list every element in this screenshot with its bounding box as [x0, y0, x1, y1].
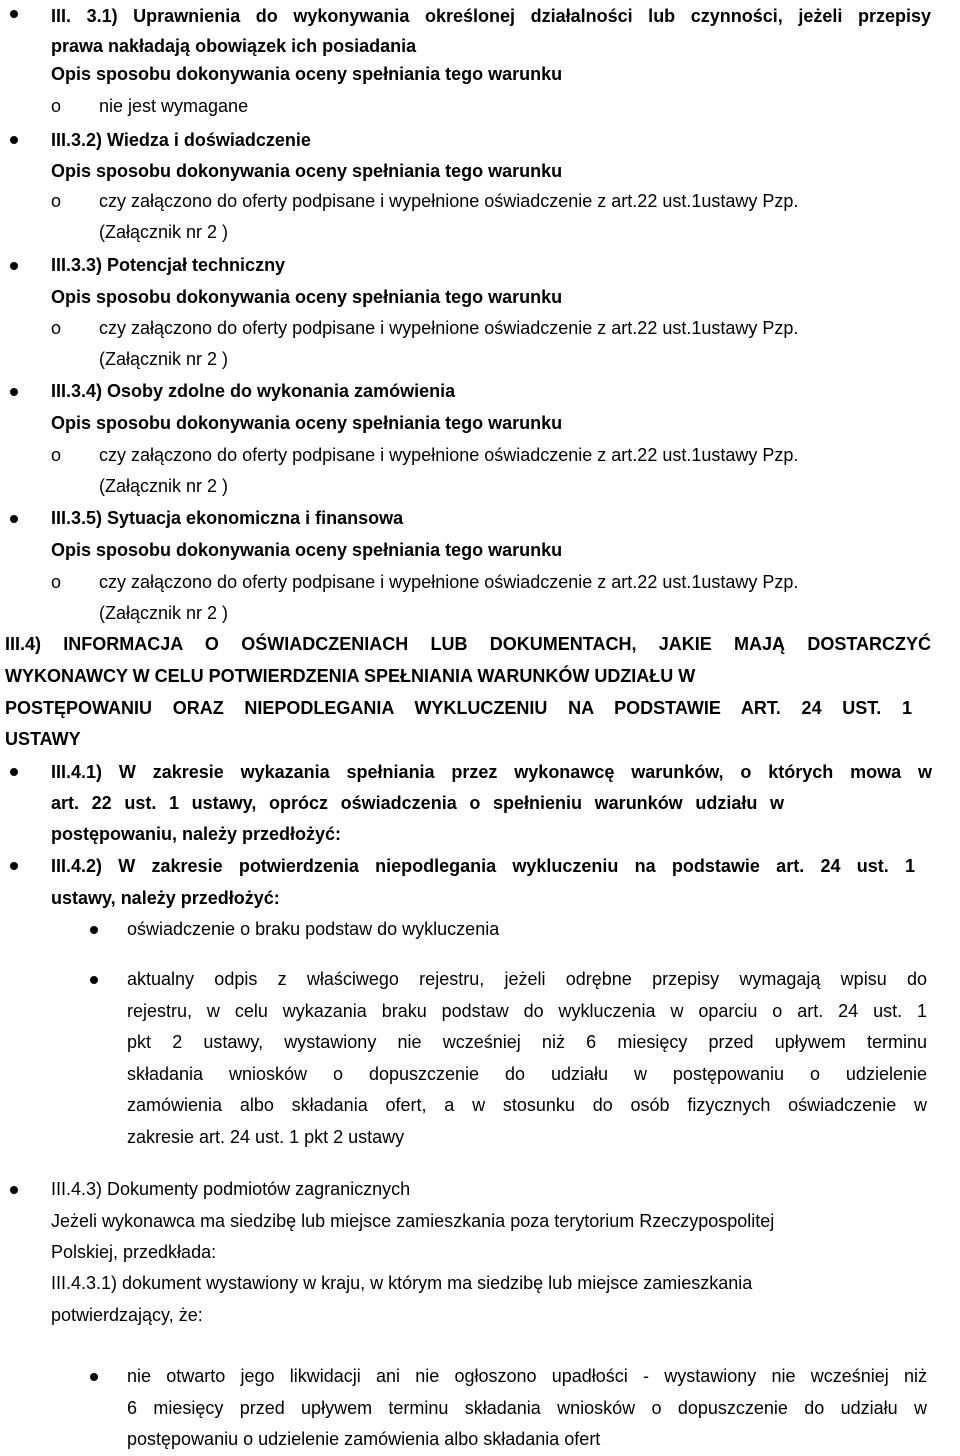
- list-item-line: pkt 2 ustawy, wystawiony nie wcześniej niż 6 miesięcy przed upływem terminu: [127, 1032, 927, 1052]
- bullet-icon: [10, 515, 18, 523]
- criteria-label: Opis sposobu dokonywania oceny spełniania tego warunku: [51, 540, 563, 560]
- heading-line: III.4) INFORMACJA O OŚWIADCZENIACH LUB DOKUMENTACH, JAKIE MAJĄ DOSTARCZYĆ: [5, 634, 931, 654]
- list-item-line: 6 miesięcy przed upływem terminu składania wniosków o dopuszczenie do udziału w: [127, 1397, 927, 1418]
- section-title-cont: prawa nakładają obowiązek ich posiadania: [51, 36, 417, 56]
- section-title: III.3.5) Sytuacja ekonomiczna i finansowa: [51, 508, 404, 528]
- list-item: [127, 1361, 927, 1456]
- criteria-item-cont: (Załącznik nr 2 ): [99, 603, 229, 623]
- bullet-icon: [10, 10, 18, 18]
- section-text: ustawy, należy przedłożyć:: [51, 888, 280, 908]
- section-text: art. 22 ust. 1 ustawy, oprócz oświadczenia o spełnieniu warunków udziału w: [51, 793, 784, 813]
- bullet-icon: [10, 388, 18, 396]
- list-item-line: nie otwarto jego likwidacji ani nie ogłoszono upadłości - wystawiony nie wcześniej niż: [127, 1366, 927, 1386]
- bullet-icon: [10, 1186, 18, 1194]
- list-item-line: aktualny odpis z właściwego rejestru, jeżeli odrębne przepisy wymagają wpisu do: [127, 969, 927, 989]
- section-title: III.3.4) Osoby zdolne do wykonania zamówienia: [51, 381, 456, 401]
- section-text: postępowaniu, należy przedłożyć:: [51, 824, 342, 844]
- criteria-label: Opis sposobu dokonywania oceny spełniania tego warunku: [51, 161, 563, 181]
- bullet-icon: [10, 136, 18, 144]
- list-item-line: zakresie art. 24 ust. 1 pkt 2 ustawy: [127, 1126, 405, 1147]
- list-item: oświadczenie o braku podstaw do wykluczenia: [127, 919, 500, 939]
- bullet-icon: [10, 768, 18, 776]
- heading-line: POSTĘPOWANIU ORAZ NIEPODLEGANIA WYKLUCZENIU NA PODSTAWIE ART. 24 UST. 1: [5, 698, 912, 718]
- criteria-label: Opis sposobu dokonywania oceny spełniania tego warunku: [51, 287, 563, 307]
- criteria-item-cont: (Załącznik nr 2 ): [99, 222, 229, 242]
- bullet-icon: [90, 926, 98, 934]
- criteria-item: czy załączono do oferty podpisane i wypełnione oświadczenie z art.22 ust.1ustawy Pzp.: [99, 191, 799, 211]
- list-item-line: zamówienia albo składania ofert, a w stosunku do osób fizycznych oświadczenie w: [127, 1095, 927, 1115]
- bullet-icon: [10, 262, 18, 270]
- section-title: III.4.3) Dokumenty podmiotów zagranicznych: [51, 1179, 411, 1199]
- section-text: potwierdzający, że:: [51, 1305, 203, 1325]
- list-item-line: rejestru, w celu wykazania braku podstaw do wykluczenia w oparciu o art. 24 ust. 1: [127, 1000, 927, 1021]
- section-text: III.4.2) W zakresie potwierdzenia niepodlegania wykluczeniu na podstawie art. 24 ust. 1: [51, 856, 915, 876]
- bullet-icon: [10, 862, 18, 870]
- section-title: III.3.3) Potencjał techniczny: [51, 255, 286, 275]
- bullet-icon: [90, 1373, 98, 1381]
- section-text: Polskiej, przedkłada:: [51, 1242, 217, 1262]
- criteria-item-cont: (Załącznik nr 2 ): [99, 476, 229, 496]
- item-marker: o: [51, 191, 62, 211]
- criteria-label: Opis sposobu dokonywania oceny spełniania tego warunku: [51, 64, 563, 84]
- item-marker: o: [51, 96, 62, 116]
- criteria-item: nie jest wymagane: [99, 96, 249, 116]
- criteria-label: Opis sposobu dokonywania oceny spełniania tego warunku: [51, 413, 563, 433]
- item-marker: o: [51, 572, 62, 592]
- bullet-icon: [90, 976, 98, 984]
- list-item-line: składania wniosków o dopuszczenie do udziału w postępowaniu o udzielenie: [127, 1063, 927, 1084]
- list-item: [127, 964, 927, 1153]
- heading-line: USTAWY: [5, 729, 81, 749]
- section-text: III.4.3.1) dokument wystawiony w kraju, w którym ma siedzibę lub miejsce zamieszkania: [51, 1273, 753, 1293]
- section-title: III.3.2) Wiedza i doświadczenie: [51, 130, 311, 150]
- criteria-item-cont: (Załącznik nr 2 ): [99, 349, 229, 369]
- criteria-item: czy załączono do oferty podpisane i wypełnione oświadczenie z art.22 ust.1ustawy Pzp.: [99, 318, 799, 338]
- criteria-item: czy załączono do oferty podpisane i wypełnione oświadczenie z art.22 ust.1ustawy Pzp.: [99, 572, 799, 592]
- item-marker: o: [51, 445, 62, 465]
- item-marker: o: [51, 318, 62, 338]
- section-text: Jeżeli wykonawca ma siedzibę lub miejsce zamieszkania poza terytorium Rzeczypospolitej: [51, 1211, 775, 1231]
- section-title: III. 3.1) Uprawnienia do wykonywania określonej działalności lub czynności, jeżeli przepisy: [51, 6, 931, 26]
- section-text: III.4.1) W zakresie wykazania spełniania przez wykonawcę warunków, o których mowa w: [51, 762, 932, 782]
- list-item-line: postępowaniu o udzielenie zamówienia albo składania ofert: [127, 1429, 601, 1449]
- heading-line: WYKONAWCY W CELU POTWIERDZENIA SPEŁNIANIA WARUNKÓW UDZIAŁU W: [5, 666, 696, 686]
- criteria-item: czy załączono do oferty podpisane i wypełnione oświadczenie z art.22 ust.1ustawy Pzp.: [99, 445, 799, 465]
